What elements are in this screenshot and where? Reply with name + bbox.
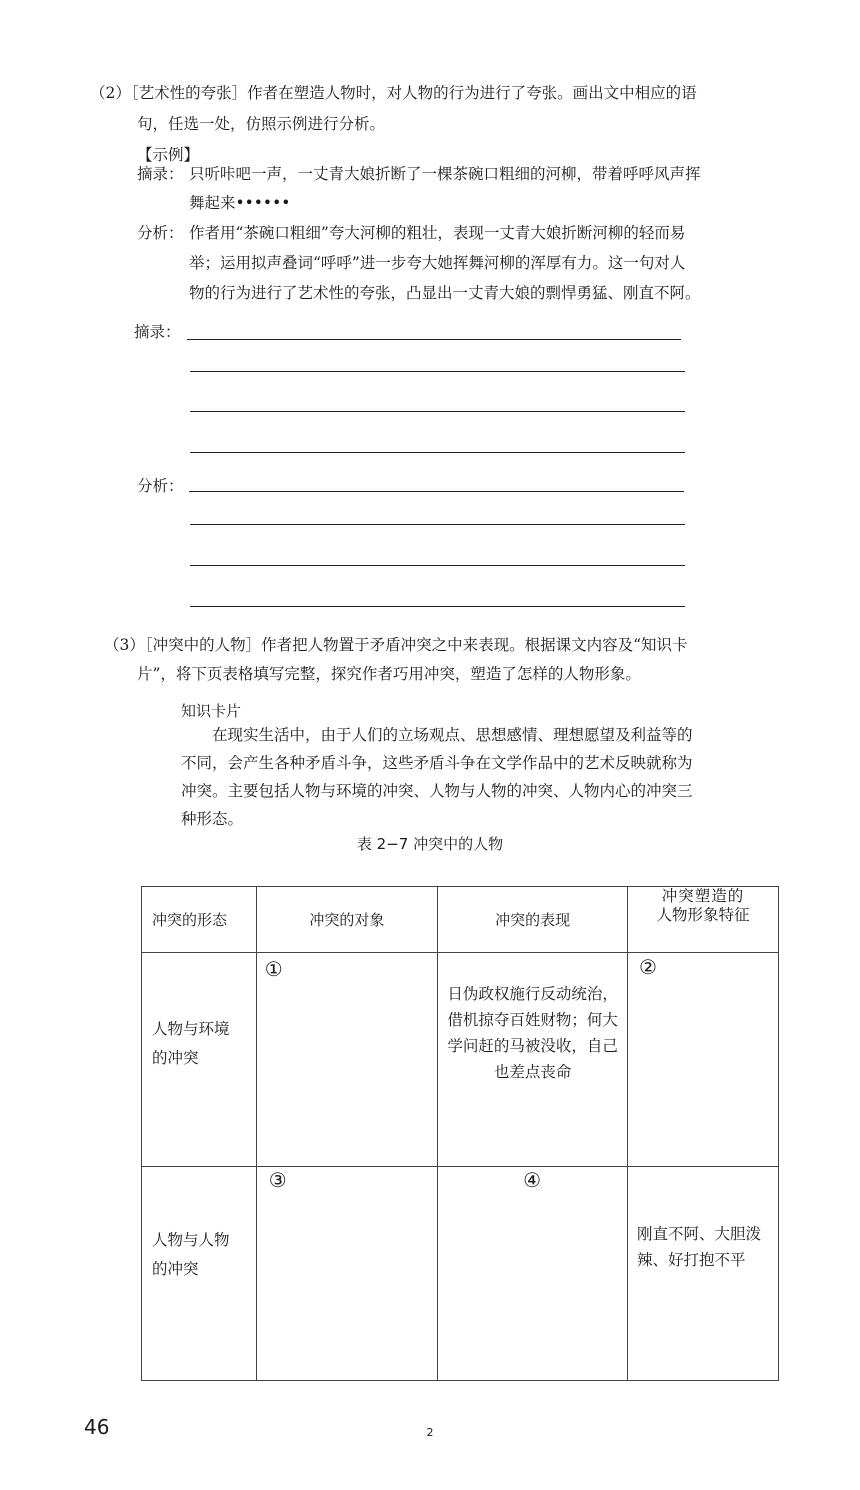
answer-excerpt-line-1[interactable] — [187, 339, 681, 340]
example-title: 【示例】 — [137, 146, 200, 164]
page-number-left: 46 — [84, 1415, 110, 1439]
row1-object-cell[interactable] — [256, 953, 437, 1167]
answer-analysis-line-3[interactable] — [190, 565, 685, 566]
answer-analysis-line-1[interactable] — [189, 491, 684, 492]
answer-excerpt-line-2[interactable] — [190, 371, 685, 372]
header-traits-line1: 冲突塑造的 — [661, 887, 745, 905]
header-character-traits — [628, 887, 779, 953]
example-analysis-text-end: 物的行为进行了艺术性的夸张，凸显出一丈青大娘的剽悍勇猛、刚直不阿。 — [189, 284, 701, 302]
q3-line1: （3）［冲突中的人物］作者把人物置于矛盾冲突之中来表现。根据课文内容及“知识卡 — [104, 636, 688, 654]
header-conflict-object: 冲突的对象 — [256, 887, 437, 953]
blank-marker-4: ④ — [523, 1168, 542, 1192]
row1-form-line1: 人物与环境 — [152, 1020, 230, 1038]
example-analysis-label: 分析： — [137, 224, 184, 242]
knowledge-card-text-1: 在现实生活中，由于人们的立场观点、思想感情、理想愿望及利益等的 — [212, 726, 693, 744]
answer-analysis-label: 分析： — [137, 477, 184, 495]
header-conflict-expression: 冲突的表现 — [438, 887, 628, 953]
row1-expression-cell — [438, 953, 628, 1167]
example-excerpt-text-cont: 舞起来•••••• — [189, 194, 291, 212]
blank-marker-1: ① — [264, 957, 283, 981]
conflict-table — [141, 886, 779, 1381]
page-number-center: 2 — [426, 1426, 434, 1439]
row2-expression-cell[interactable] — [438, 1167, 628, 1381]
table-caption: 表 2−7 冲突中的人物 — [356, 835, 504, 853]
answer-excerpt-line-4[interactable] — [190, 452, 685, 453]
q2-line2: 句，任选一处，仿照示例进行分析。 — [137, 115, 386, 133]
row2-traits-cell — [628, 1167, 779, 1381]
q2-line1: （2）［艺术性的夸张］作者在塑造人物时，对人物的行为进行了夸张。画出文中相应的语 — [90, 84, 697, 102]
row1-expr-line1: 日伪政权施行反动统治， — [447, 985, 618, 1003]
knowledge-card-text-3: 冲突。主要包括人物与环境的冲突、人物与人物的冲突、人物内心的冲突三 — [181, 782, 693, 800]
knowledge-card-title: 知识卡片 — [181, 702, 242, 720]
answer-excerpt-line-3[interactable] — [190, 411, 685, 412]
blank-marker-3: ③ — [268, 1168, 287, 1192]
row2-form-line2: 的冲突 — [152, 1260, 199, 1278]
row1-expr-line2: 借机掠夺百姓财物；何大 — [447, 1011, 618, 1029]
example-analysis-text: 作者用“茶碗口粗细”夸大河柳的粗壮，表现一丈青大娘折断河柳的轻而易 — [189, 224, 686, 242]
table-row — [142, 953, 779, 1167]
table-header-row — [142, 887, 779, 953]
row1-traits-cell[interactable] — [628, 953, 779, 1167]
row1-form-cell — [142, 953, 257, 1167]
row2-form-cell — [142, 1167, 257, 1381]
q3-line2: 片”，将下页表格填写完整，探究作者巧用冲突，塑造了怎样的人物形象。 — [137, 665, 641, 683]
blank-marker-2: ② — [639, 955, 657, 979]
row1-expr-line3: 学问赶的马被没收，自己 — [447, 1037, 618, 1055]
row2-object-cell[interactable] — [256, 1167, 437, 1381]
knowledge-card-text-4: 种形态。 — [181, 810, 244, 828]
header-conflict-form: 冲突的形态 — [142, 887, 257, 953]
row2-form-line1: 人物与人物 — [152, 1231, 230, 1249]
header-traits-line2: 人物形象特征 — [656, 906, 750, 924]
example-analysis-text-cont: 举；运用拟声叠词“呼呼”进一步夸大她挥舞河柳的浑厚有力。这一句对人 — [189, 254, 686, 272]
row2-trait-line1: 刚直不阿、大胆泼 — [637, 1225, 762, 1243]
answer-analysis-line-2[interactable] — [190, 524, 685, 525]
answer-excerpt-label: 摘录： — [134, 323, 181, 341]
table-row — [142, 1167, 779, 1381]
example-excerpt-text: 只听咔吧一声，一丈青大娘折断了一棵茶碗口粗细的河柳，带着呼呼风声挥 — [189, 165, 701, 183]
example-excerpt-label: 摘录： — [137, 165, 184, 183]
row1-expr-line4: 也差点丧命 — [493, 1063, 572, 1081]
knowledge-card-text-2: 不同，会产生各种矛盾斗争，这些矛盾斗争在文学作品中的艺术反映就称为 — [181, 754, 693, 772]
row1-form-line2: 的冲突 — [152, 1049, 199, 1067]
row2-trait-line2: 辣、好打抱不平 — [637, 1251, 746, 1269]
answer-analysis-line-4[interactable] — [190, 606, 685, 607]
